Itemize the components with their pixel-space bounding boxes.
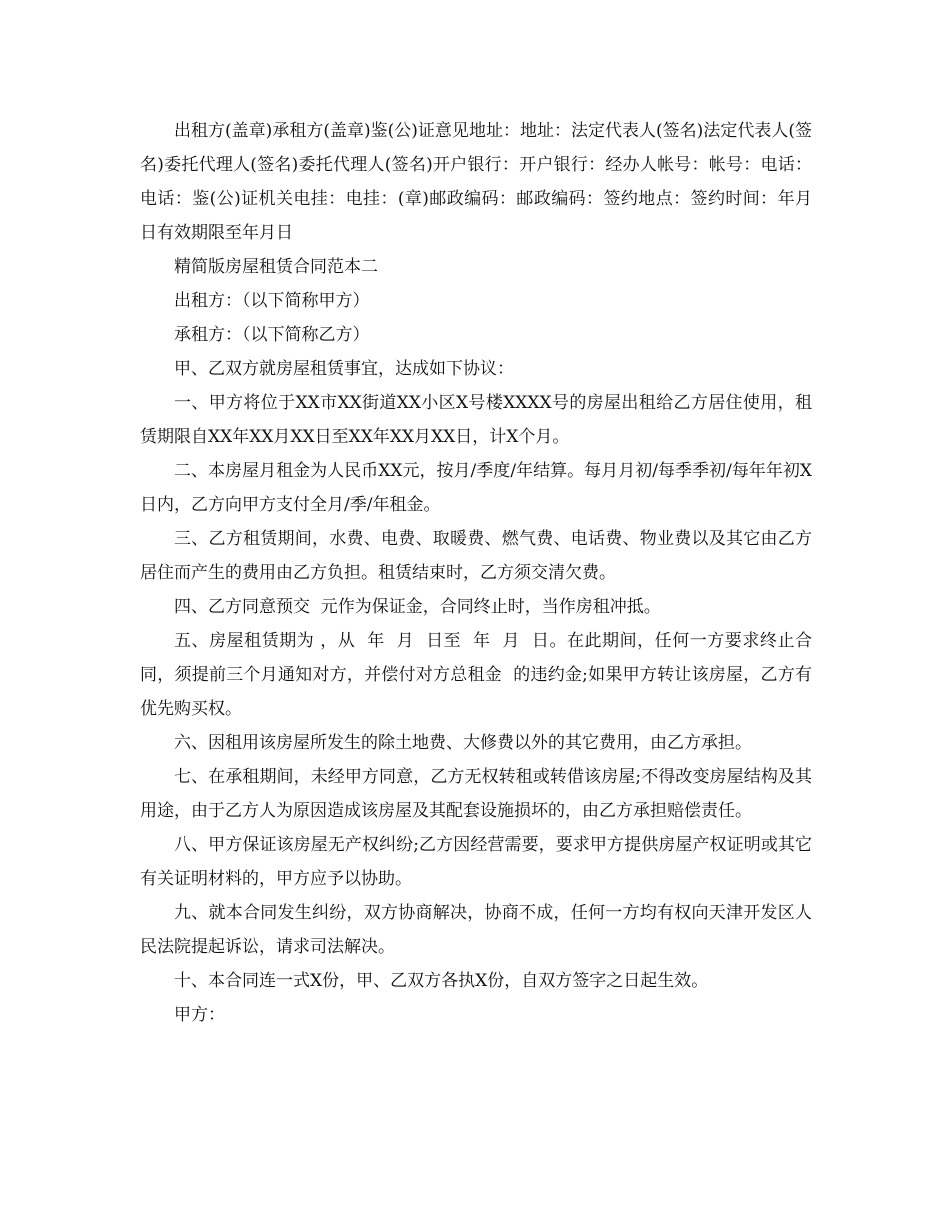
- clause-7: 七、在承租期间，未经甲方同意，乙方无权转租或转借该房屋;不得改变房屋结构及其用途，由于乙方人为原因造成该房屋及其配套设施损坏的，由乙方承担赔偿责任。: [140, 767, 812, 821]
- clause-9: 九、就本合同发生纠纷，双方协商解决，协商不成，任何一方均有权向天津开发区人民法院提起诉讼，请求司法解决。: [140, 903, 812, 957]
- lessee-line: 承租方：（以下简称乙方）: [174, 325, 370, 345]
- party-a-signature-line: 甲方：: [174, 1005, 225, 1025]
- clause-3: 三、乙方租赁期间，水费、电费、取暖费、燃气费、电话费、物业费以及其它由乙方居住而产生的费用由乙方负担。租赁结束时，乙方须交清欠费。: [140, 529, 812, 583]
- clause-10: 十、本合同连一式X份，甲、乙双方各执X份，自双方签字之日起生效。: [174, 971, 709, 991]
- signature-block-paragraph: 出租方(盖章)承租方(盖章)鉴(公)证意见地址：地址：法定代表人(签名)法定代表人(签名)委托代理人(签名)委托代理人(签名)开户银行：开户银行：经办人帐号：帐号：电话：电话：鉴(公)证机关电挂：电挂：(章)邮政编码：邮政编码：签约地点：签约时间：年月日有效期限至年月日: [140, 121, 812, 243]
- clause-6: 六、因租用该房屋所发生的除土地费、大修费以外的其它费用，由乙方承担。: [174, 733, 752, 753]
- clause-2: 二、本房屋月租金为人民币XX元，按月/季度/年结算。每月月初/每季季初/每年年初X日内，乙方向甲方支付全月/季/年租金。: [140, 461, 812, 515]
- clause-4: 四、乙方同意预交 元作为保证金，合同终止时，当作房租冲抵。: [174, 597, 661, 617]
- document-body: [140, 114, 812, 1032]
- agreement-intro: 甲、乙双方就房屋租赁事宜，达成如下协议：: [174, 359, 514, 379]
- clause-8: 八、甲方保证该房屋无产权纠纷;乙方因经营需要，要求甲方提供房屋产权证明或其它有关证明材料的，甲方应予以协助。: [140, 835, 812, 889]
- lessor-line: 出租方：（以下简称甲方）: [174, 291, 370, 311]
- clause-1: 一、甲方将位于XX市XX街道XX小区X号楼XXXX号的房屋出租给乙方居住使用，租赁期限自XX年XX月XX日至XX年XX月XX日，计X个月。: [140, 393, 812, 447]
- contract-title: 精简版房屋租赁合同范本二: [174, 257, 378, 277]
- clause-5: 五、房屋租赁期为 ，从 年 月 日至 年 月 日。在此期间，任何一方要求终止合同，须提前三个月通知对方，并偿付对方总租金 的违约金;如果甲方转让该房屋，乙方有优先购买权。: [140, 631, 812, 719]
